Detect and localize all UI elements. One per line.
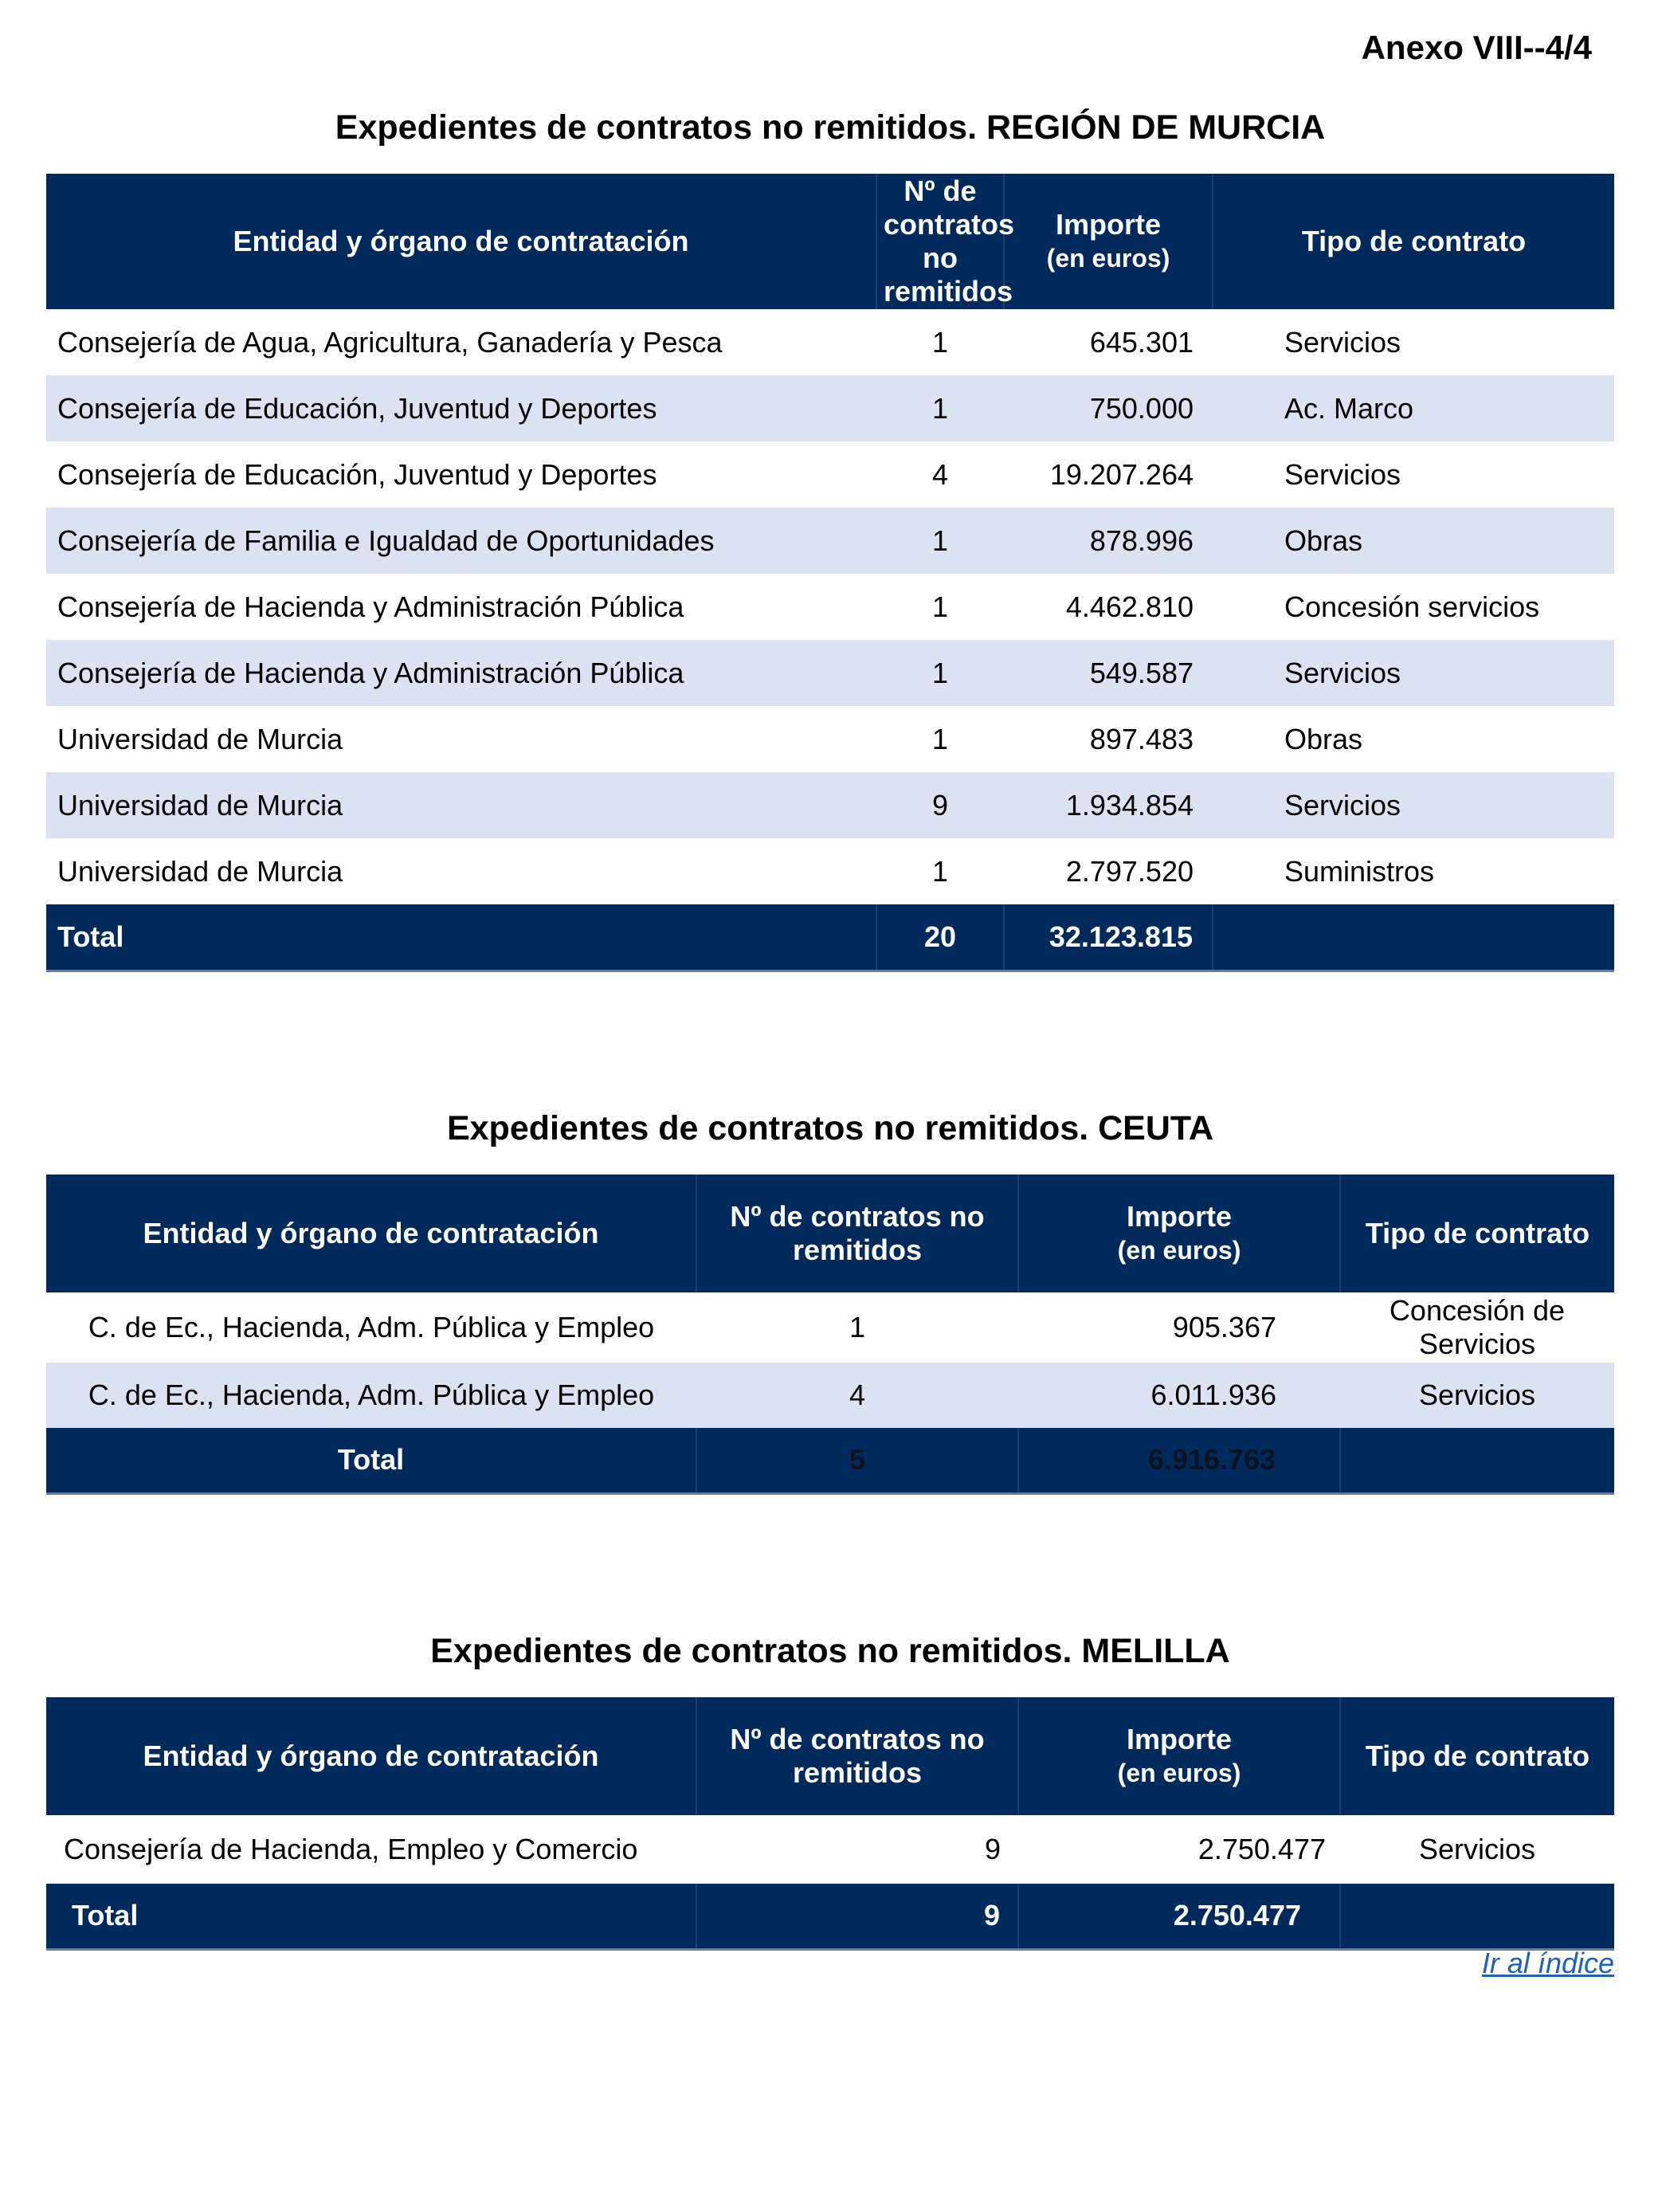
header-amount-label: Importe (1055, 208, 1161, 241)
cell-entity: Consejería de Hacienda y Administración Pública (46, 640, 876, 706)
cell-amount: 4.462.810 (1065, 590, 1194, 623)
header-amount (1018, 1175, 1340, 1292)
cell-type: Servicios (1284, 325, 1401, 359)
table-row (46, 441, 1614, 508)
header-count: Nº de contratos no remitidos (696, 1697, 1018, 1815)
header-type: Tipo de contrato (1340, 1697, 1614, 1815)
table-row (46, 838, 1614, 904)
cell-type: Servicios (1213, 772, 1614, 838)
melilla-table (46, 1697, 1614, 1951)
cell-entity: C. de Ec., Hacienda, Adm. Pública y Empleo (46, 1363, 696, 1428)
total-count: 5 (696, 1428, 1018, 1493)
header-entity: Entidad y órgano de contratación (46, 1175, 696, 1292)
table-row (46, 508, 1614, 574)
cell-amount: 645.301 (1089, 325, 1194, 359)
index-link[interactable]: Ir al índice (1481, 1947, 1614, 1979)
table-row (46, 1363, 1614, 1428)
cell-entity: Universidad de Murcia (57, 854, 343, 888)
header-count: Nº de contratos no remitidos (876, 174, 1004, 309)
total-row (46, 904, 1614, 971)
header-type: Tipo de contrato (1213, 174, 1614, 309)
header-type: Tipo de contrato (1340, 1175, 1614, 1292)
cell-type: Concesión de Servicios (1389, 1294, 1566, 1360)
ceuta-table (46, 1175, 1614, 1495)
header-amount-label: Importe (1126, 1200, 1232, 1233)
cell-count: 1 (931, 590, 949, 623)
cell-type: Obras (1284, 722, 1363, 755)
cell-entity: Consejería de Familia e Igualdad de Oportunidades (46, 508, 876, 574)
cell-amount: 19.207.264 (1049, 457, 1194, 491)
cell-amount: 2.797.520 (1065, 854, 1194, 888)
total-type-empty (1340, 1428, 1614, 1493)
total-type-empty (1340, 1884, 1614, 1949)
cell-entity: Consejería de Agua, Agricultura, Ganadería y Pesca (57, 325, 723, 359)
cell-amount: 549.587 (1004, 640, 1213, 706)
cell-amount: 2.750.477 (1198, 1833, 1326, 1865)
annex-label: Anexo VIII--4/4 (1361, 29, 1592, 66)
melilla-title: Expedientes de contratos no remitidos. MELILLA (430, 1632, 1230, 1670)
cell-count: 9 (984, 1833, 1001, 1865)
cell-amount: 1.934.854 (1004, 772, 1213, 838)
table-row (46, 706, 1614, 772)
cell-type: Ac. Marco (1213, 375, 1614, 441)
cell-entity: Consejería de Hacienda y Administración Pública (57, 590, 684, 623)
cell-type: Servicios (1213, 640, 1614, 706)
header-amount-unit: (en euros) (1117, 1759, 1241, 1787)
table-row (46, 1292, 1614, 1363)
cell-type: Suministros (1284, 854, 1435, 888)
total-type-empty (1213, 904, 1614, 971)
cell-amount: 6.011.936 (1018, 1363, 1340, 1428)
table-row (46, 1815, 1614, 1884)
total-amount: 6.916.763 (1018, 1428, 1340, 1493)
total-amount: 2.750.477 (1018, 1884, 1340, 1949)
cell-count: 1 (876, 640, 1004, 706)
cell-count: 4 (696, 1363, 1018, 1428)
total-count: 9 (696, 1884, 1018, 1949)
cell-count: 1 (931, 854, 949, 888)
cell-count: 1 (931, 325, 949, 359)
cell-type: Concesión servicios (1284, 590, 1540, 623)
cell-type: Servicios (1284, 457, 1401, 491)
cell-count: 1 (876, 375, 1004, 441)
cell-entity: Universidad de Murcia (46, 772, 876, 838)
cell-count: 9 (876, 772, 1004, 838)
cell-type: Servicios (1340, 1363, 1614, 1428)
header-amount (1004, 174, 1213, 309)
total-row (46, 1428, 1614, 1493)
table-row (46, 640, 1614, 706)
total-count: 20 (876, 904, 1004, 971)
murcia-table (46, 174, 1614, 972)
cell-entity: Universidad de Murcia (57, 722, 343, 755)
total-row (46, 1884, 1614, 1949)
table-row (46, 309, 1614, 375)
cell-amount: 905.367 (1172, 1311, 1276, 1343)
cell-count: 1 (931, 722, 949, 755)
header-entity: Entidad y órgano de contratación (46, 1697, 696, 1815)
cell-entity: Consejería de Educación, Juventud y Deportes (46, 375, 876, 441)
cell-count: 4 (931, 457, 949, 491)
total-label: Total (46, 1428, 696, 1493)
cell-entity: Consejería de Hacienda, Empleo y Comercio (64, 1833, 638, 1865)
cell-type: Obras (1213, 508, 1614, 574)
cell-amount: 878.996 (1004, 508, 1213, 574)
cell-count: 1 (849, 1311, 866, 1343)
header-amount-unit: (en euros) (1117, 1236, 1241, 1265)
total-label: Total (46, 904, 876, 971)
total-amount: 32.123.815 (1004, 904, 1213, 971)
header-entity: Entidad y órgano de contratación (46, 174, 876, 309)
header-amount-label: Importe (1126, 1723, 1232, 1755)
cell-entity: Consejería de Educación, Juventud y Deportes (57, 457, 657, 491)
cell-entity: C. de Ec., Hacienda, Adm. Pública y Empleo (88, 1311, 655, 1343)
header-count: Nº de contratos no remitidos (696, 1175, 1018, 1292)
cell-type: Servicios (1418, 1833, 1536, 1865)
table-row (46, 574, 1614, 640)
header-amount-unit: (en euros) (1046, 244, 1170, 273)
cell-amount: 750.000 (1004, 375, 1213, 441)
total-label: Total (46, 1884, 696, 1949)
murcia-title: Expedientes de contratos no remitidos. REGIÓN DE MURCIA (335, 108, 1326, 147)
cell-count: 1 (876, 508, 1004, 574)
table-row (46, 772, 1614, 838)
header-amount (1018, 1697, 1340, 1815)
cell-amount: 897.483 (1089, 722, 1194, 755)
table-row (46, 375, 1614, 441)
ceuta-title: Expedientes de contratos no remitidos. CEUTA (446, 1109, 1214, 1147)
